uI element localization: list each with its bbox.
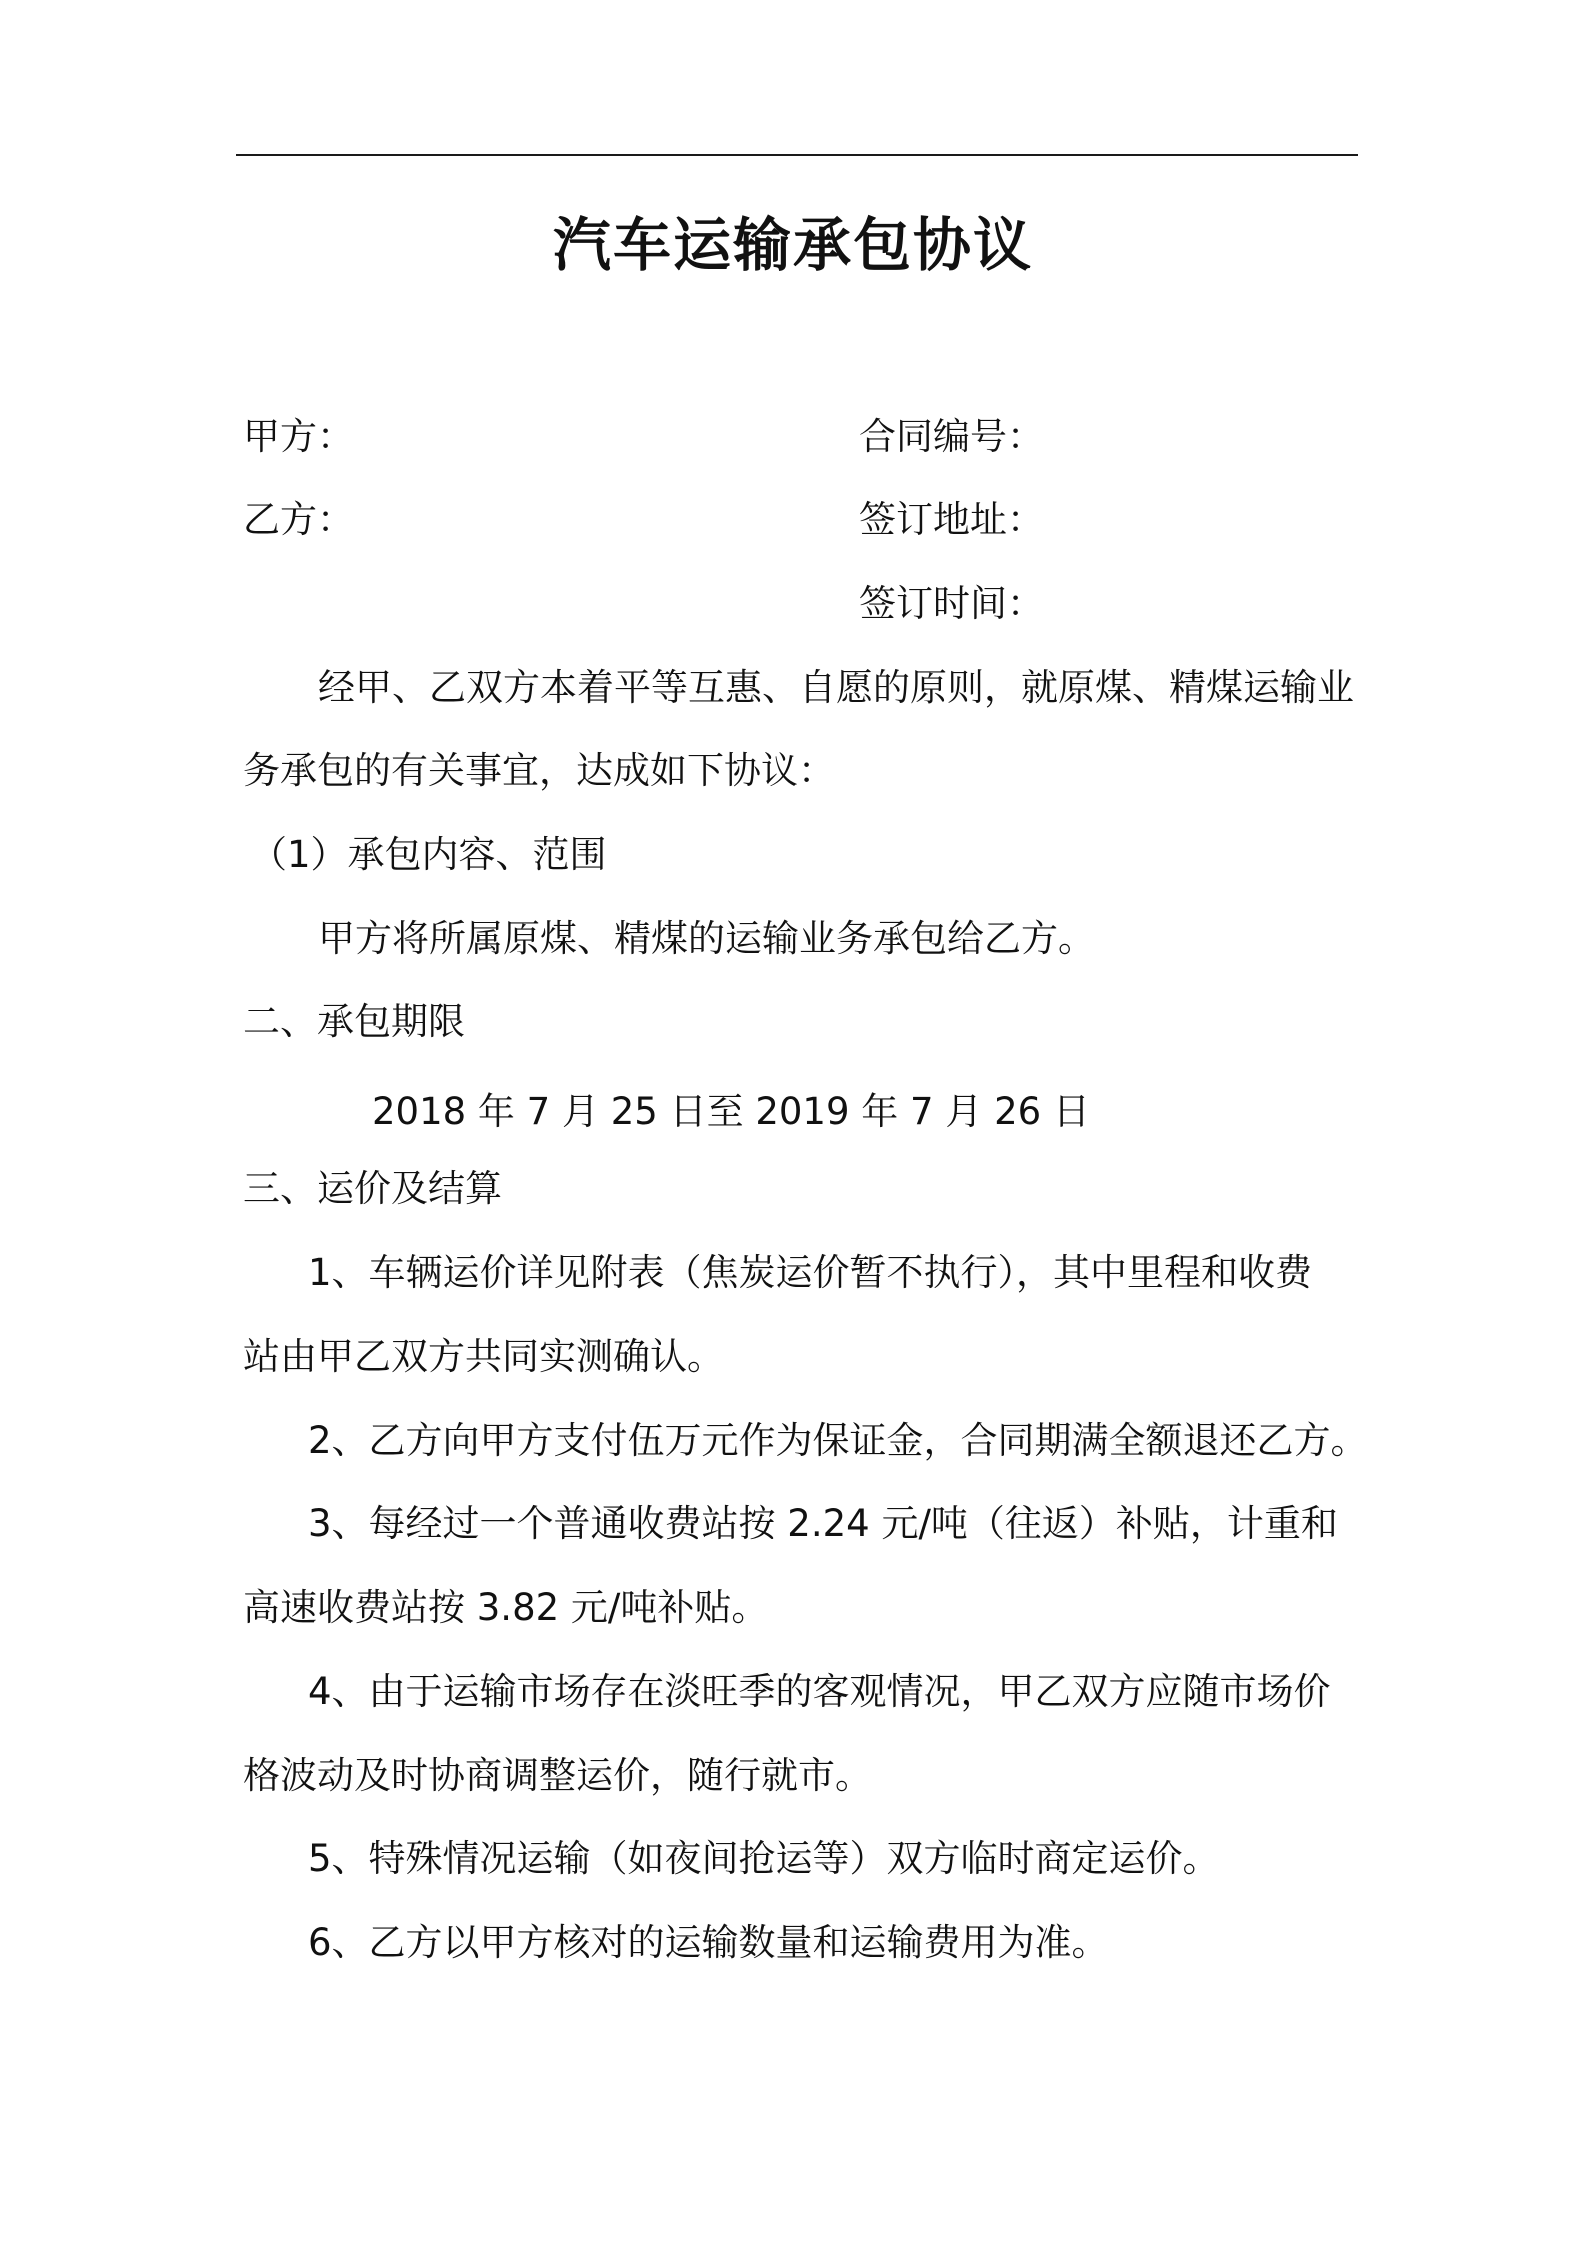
intro-line-1: 经甲、乙双方本着平等互惠、自愿的原则，就原煤、精煤运输业 [318, 666, 1354, 709]
section3-item6: 6、乙方以甲方核对的运输数量和运输费用为准。 [308, 1921, 1109, 1964]
section2-body: 2018 年 7 月 25 日至 2019 年 7 月 26 日 [372, 1090, 1090, 1133]
party-a-label: 甲方： [243, 415, 354, 458]
section3-item2: 2、乙方向甲方支付伍万元作为保证金，合同期满全额退还乙方。 [308, 1419, 1368, 1462]
section3-item3-line1: 3、每经过一个普通收费站按 2.24 元/吨（往返）补贴，计重和 [308, 1502, 1338, 1545]
section1-body: 甲方将所属原煤、精煤的运输业务承包给乙方。 [318, 917, 1095, 960]
contract-number-label: 合同编号： [859, 415, 1044, 458]
section2-heading: 二、承包期限 [243, 1000, 465, 1043]
section3-item1-line1: 1、车辆运价详见附表（焦炭运价暂不执行），其中里程和收费 [308, 1251, 1313, 1294]
party-b-label: 乙方： [243, 498, 354, 541]
document-title: 汽车运输承包协议 [552, 211, 1033, 279]
section3-item5: 5、特殊情况运输（如夜间抢运等）双方临时商定运价。 [308, 1837, 1220, 1880]
section3-item3-line2: 高速收费站按 3.82 元/吨补贴。 [243, 1586, 769, 1629]
section3-heading: 三、运价及结算 [243, 1167, 502, 1210]
sign-place-label: 签订地址： [859, 498, 1044, 541]
section1-heading: （1）承包内容、范围 [250, 833, 607, 876]
section3-item4-line2: 格波动及时协商调整运价，随行就市。 [243, 1754, 872, 1797]
intro-line-2: 务承包的有关事宜，达成如下协议： [243, 749, 835, 792]
section3-item1-line2: 站由甲乙双方共同实测确认。 [243, 1335, 724, 1378]
sign-time-label: 签订时间： [859, 582, 1044, 625]
header-rule [236, 154, 1358, 156]
section3-item4-line1: 4、由于运输市场存在淡旺季的客观情况，甲乙双方应随市场价 [308, 1670, 1331, 1713]
